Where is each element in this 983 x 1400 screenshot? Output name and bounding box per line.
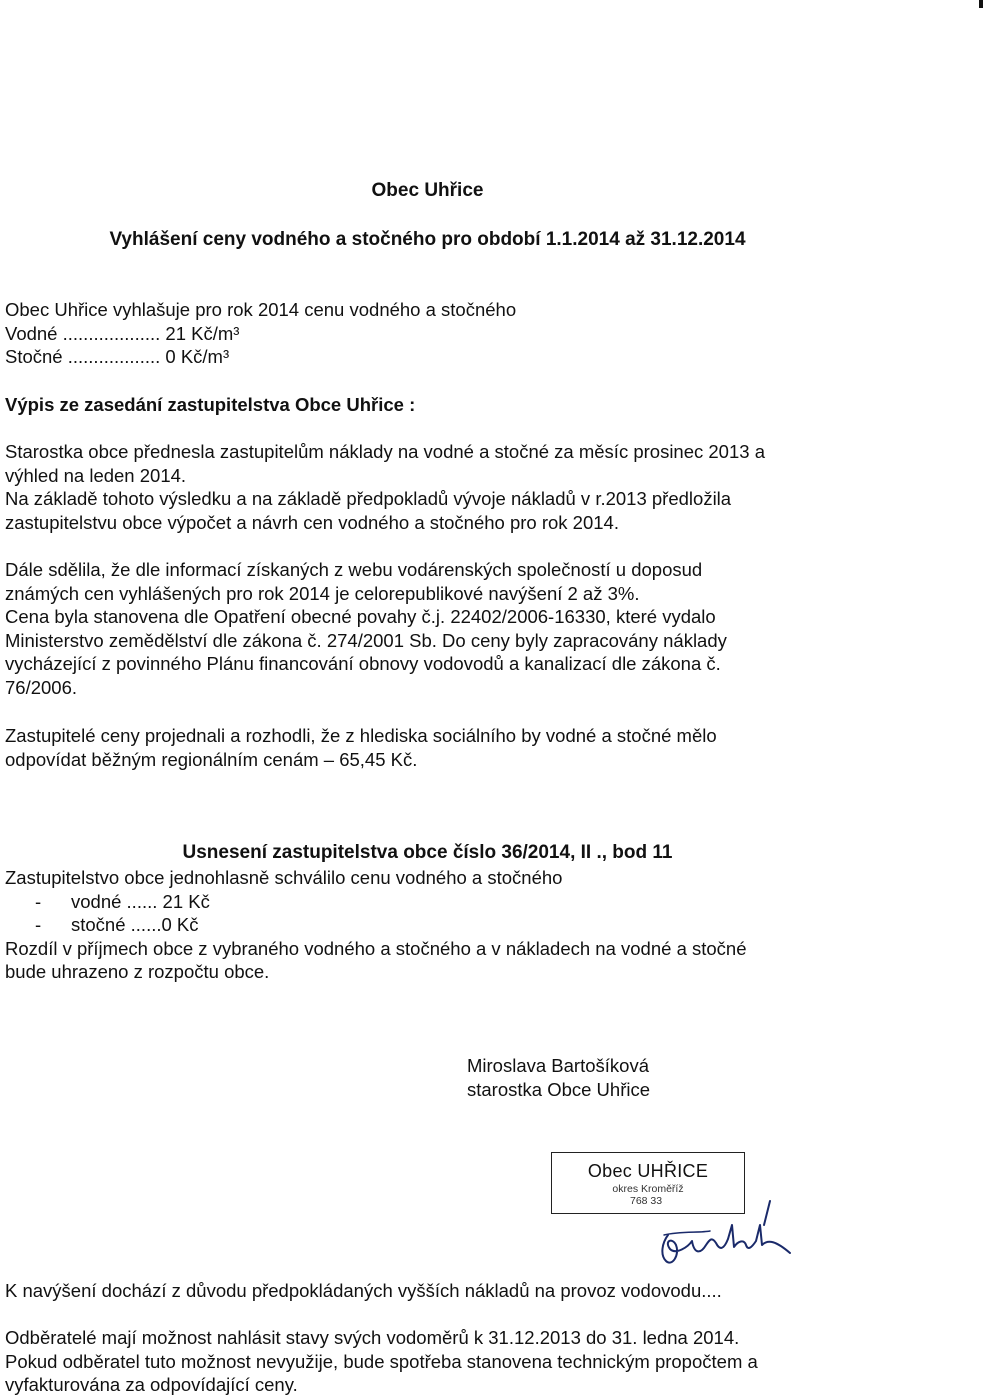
minutes-paragraph-3 xyxy=(5,724,963,771)
signatory-role: starostka Obce Uhřice xyxy=(467,1078,651,1100)
paragraph-line: Cena byla stanovena dle Opatření obecné povahy č.j. 22402/2006-16330, které vydalo xyxy=(5,606,716,627)
paragraph-line: zastupitelstvu obce výpočet a návrh cen vodného a stočného pro rok 2014. xyxy=(5,511,619,533)
price-increase-reason: K navýšení dochází z důvodu předpokládaných vyšších nákladů na provoz vodovodu.... xyxy=(5,1280,722,1301)
list-item-text: vodné ...... 21 Kč xyxy=(71,890,210,912)
paragraph-line: Starostka obce přednesla zastupitelům náklady na vodné a stočné za měsíc prosinec 2013 a xyxy=(5,441,765,462)
document-title: Vyhlášení ceny vodného a stočného pro období 1.1.2014 až 31.12.2014 xyxy=(109,229,746,250)
paragraph-line: Dále sdělila, že dle informací získaných z webu vodárenských společností u doposud xyxy=(5,559,703,580)
water-price: Vodné ................... 21 Kč/m³ xyxy=(5,322,240,344)
minutes-paragraph-1 xyxy=(5,440,963,534)
list-item xyxy=(5,890,963,914)
paragraph-line: známých cen vyhlášených pro rok 2014 je celorepublikové navýšení 2 až 3%. xyxy=(5,582,640,604)
minutes-heading: Výpis ze zasedání zastupitelstva Obce Uhřice : xyxy=(5,394,416,415)
paragraph-line: Ministerstvo zemědělství dle zákona č. 274/2001 Sb. Do ceny byly zapracovány náklady xyxy=(5,629,727,651)
list-item-text: stočné ......0 Kč xyxy=(71,914,199,935)
minutes-paragraph-2 xyxy=(5,558,963,699)
price-intro: Obec Uhřice vyhlašuje pro rok 2014 cenu vodného a stočného xyxy=(5,299,517,320)
stamp-district: okres Kroměříž xyxy=(612,1183,684,1195)
stamp-zip: 768 33 xyxy=(630,1195,663,1207)
notice-line: Pokud odběratel tuto možnost nevyužije, bude spotřeba stanovena technickým propočtem a xyxy=(5,1350,758,1372)
resolution-intro: Zastupitelstvo obce jednohlasně schválilo cenu vodného a stočného xyxy=(5,867,563,888)
paragraph-line: Na základě tohoto výsledku a na základě předpokladů vývoje nákladů v r.2013 předložila xyxy=(5,488,732,509)
resolution-list xyxy=(5,890,963,937)
meter-reading-notice xyxy=(5,1326,963,1397)
signatory-block xyxy=(467,1054,963,1101)
sewage-price: Stočné .................. 0 Kč/m³ xyxy=(5,346,230,367)
paragraph-line: výhled na leden 2014. xyxy=(5,464,187,486)
resolution-body xyxy=(5,866,963,984)
paragraph-line: odpovídat běžným regionálním cenám – 65,45 Kč. xyxy=(5,748,418,770)
notice-line: vyfakturována za odpovídající ceny. xyxy=(5,1374,298,1395)
resolution-note-line: Rozdíl v příjmech obce z vybraného vodného a stočného a v nákladech na vodné a stočné xyxy=(5,937,747,959)
handwritten-signature xyxy=(640,1195,800,1275)
resolution-heading: Usnesení zastupitelstva obce číslo 36/2014, II ., bod 11 xyxy=(182,842,673,863)
list-item xyxy=(5,913,963,937)
paragraph-line: vycházející z povinného Plánu financování obnovy vodovodů a kanalizací dle zákona č. xyxy=(5,653,721,674)
notice-line: Odběratelé mají možnost nahlásit stavy svých vodoměrů k 31.12.2013 do 31. ledna 2014. xyxy=(5,1327,740,1348)
resolution-note-line: bude uhrazeno z rozpočtu obce. xyxy=(5,961,270,982)
paragraph-line: 76/2006. xyxy=(5,676,78,698)
price-announcement xyxy=(5,298,963,369)
list-dash: - xyxy=(35,914,42,935)
signatory-name: Miroslava Bartošíková xyxy=(467,1055,649,1076)
list-dash: - xyxy=(35,890,42,912)
stamp-name: Obec UHŘICE xyxy=(587,1161,709,1181)
paragraph-line: Zastupitelé ceny projednali a rozhodli, že z hlediska sociálního by vodné a stočné mělo xyxy=(5,725,717,746)
municipality-heading: Obec Uhřice xyxy=(371,180,484,201)
scan-edge-mark xyxy=(979,0,983,8)
